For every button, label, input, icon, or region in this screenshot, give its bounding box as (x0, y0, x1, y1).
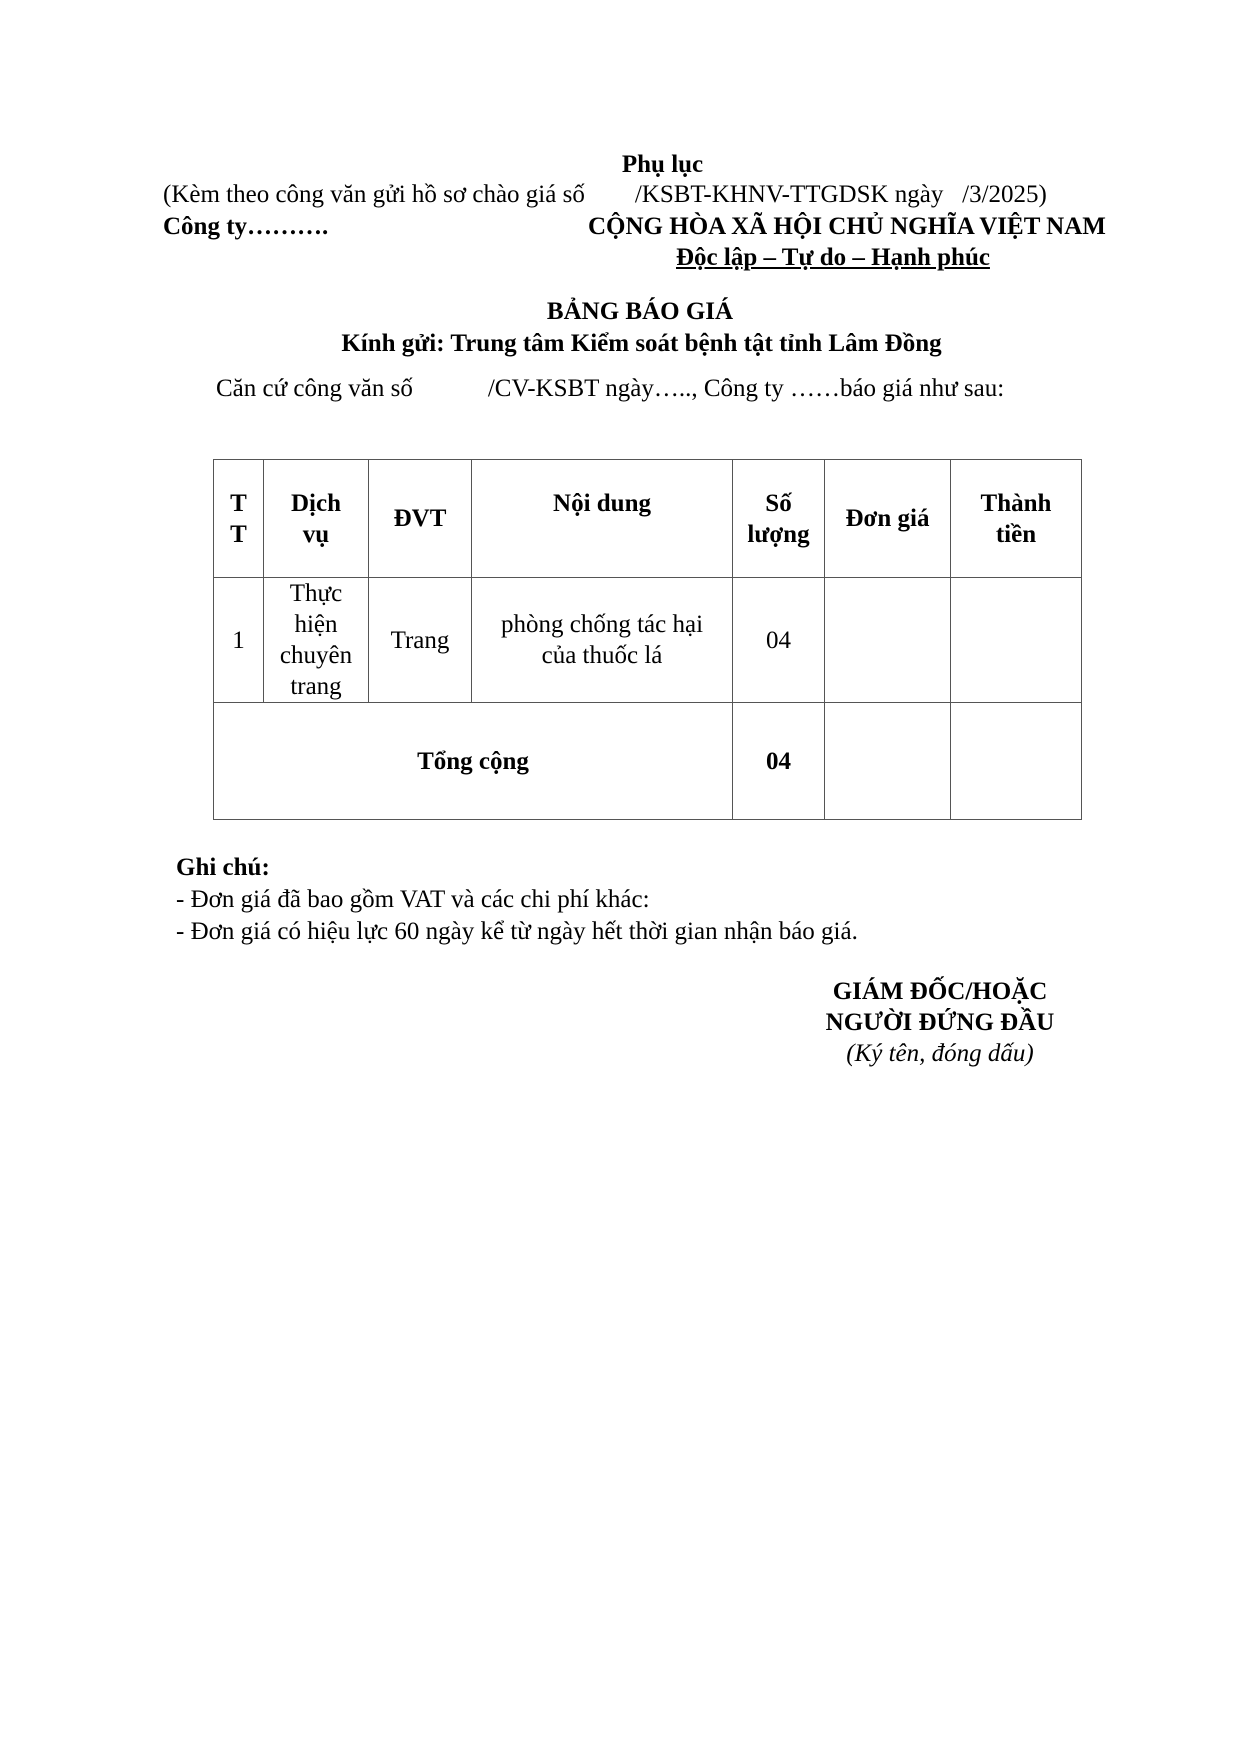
cell-quantity: 04 (733, 578, 825, 703)
signature-title-1: GIÁM ĐỐC/HOẶC (832, 978, 1048, 1005)
appendix-reference: (Kèm theo công văn gửi hồ sơ chào giá số /KSBT-KHNV-TTGDSK ngày /3/2025) (163, 181, 1047, 208)
cell-service: Thực hiện chuyên trang (264, 578, 369, 703)
header-quantity: Số lượng (733, 460, 825, 578)
quote-table (213, 459, 1082, 820)
header-unit-price: Đơn giá (825, 460, 951, 578)
basis-line: Căn cứ công văn số /CV-KSBT ngày….., Công ty ……báo giá như sau: (216, 375, 1005, 402)
cell-unit: Trang (369, 578, 472, 703)
signature-title-2: NGƯỜI ĐỨNG ĐẦU (825, 1009, 1055, 1036)
header-service: Dịch vụ (264, 460, 369, 578)
total-unit-price (825, 703, 951, 820)
total-label: Tổng cộng (214, 703, 733, 820)
signature-instruction: (Ký tên, đóng dấu) (846, 1040, 1034, 1067)
appendix-title: Phụ lục (621, 151, 704, 178)
header-content: Nội dung (472, 460, 733, 578)
total-amount (951, 703, 1082, 820)
cell-tt: 1 (214, 578, 264, 703)
table-row (214, 578, 1082, 703)
recipient-line: Kính gửi: Trung tâm Kiểm soát bệnh tật tỉnh Lâm Đồng (341, 330, 942, 357)
table-header-row (214, 460, 1082, 578)
table-total-row (214, 703, 1082, 820)
total-quantity: 04 (733, 703, 825, 820)
notes-title: Ghi chú: (176, 854, 270, 881)
cell-content: phòng chống tác hại của thuốc lá (472, 578, 733, 703)
cell-unit-price (825, 578, 951, 703)
note-item: - Đơn giá đã bao gồm VAT và các chi phí khác: (176, 886, 650, 913)
company-name: Công ty………. (163, 213, 329, 240)
header-amount: Thành tiền (951, 460, 1082, 578)
signature-block (780, 976, 1100, 1069)
cell-amount (951, 578, 1082, 703)
note-item: - Đơn giá có hiệu lực 60 ngày kể từ ngày hết thời gian nhận báo giá. (176, 918, 858, 945)
national-title: CỘNG HÒA XÃ HỘI CHỦ NGHĨA VIỆT NAM (588, 213, 1106, 240)
quote-title: BẢNG BÁO GIÁ (546, 298, 734, 325)
header-tt: T T (214, 460, 264, 578)
national-motto: Độc lập – Tự do – Hạnh phúc (676, 244, 990, 271)
header-unit: ĐVT (369, 460, 472, 578)
